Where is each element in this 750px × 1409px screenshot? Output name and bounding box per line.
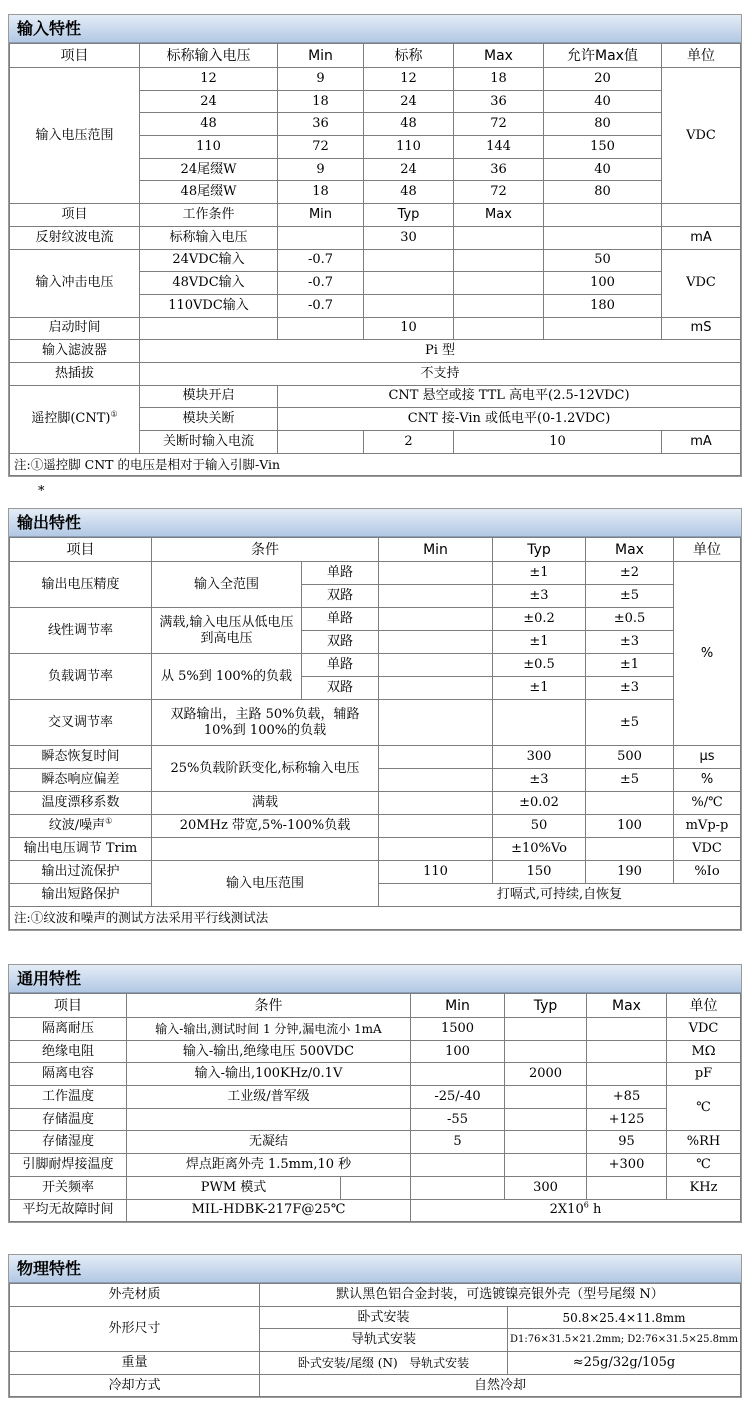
cell: +85	[587, 1086, 667, 1109]
cell	[379, 838, 493, 861]
cell: VDC	[667, 1018, 741, 1041]
cell: 180	[544, 294, 662, 317]
cell	[454, 294, 544, 317]
mtbf-value	[411, 1199, 741, 1222]
voltage-range-label: 输入电压范围	[10, 68, 140, 204]
table-row	[10, 1306, 741, 1329]
cell: ±10%Vo	[493, 838, 586, 861]
cell: ±0.5	[586, 608, 674, 631]
trim-label: 输出电压调节 Trim	[10, 838, 152, 861]
cell: 单路	[302, 562, 379, 585]
cell	[364, 249, 454, 272]
case-label: 外壳材质	[10, 1284, 260, 1307]
cell: ±5	[586, 585, 674, 608]
cell: 24	[140, 90, 278, 113]
cell: VDC	[674, 838, 741, 861]
table-row	[10, 1176, 741, 1199]
cell: 关断时输入电流	[140, 431, 278, 454]
ripple-label: 反射纹波电流	[10, 226, 140, 249]
cell: %Io	[674, 861, 741, 884]
load-reg-label: 负载调节率	[10, 654, 152, 700]
cell	[493, 700, 586, 746]
header-cell: 项目	[10, 204, 140, 227]
cell: ±5	[586, 769, 674, 792]
scp-label: 输出短路保护	[10, 884, 152, 907]
output-table	[9, 537, 741, 930]
cell: mA	[662, 226, 741, 249]
cell: 48VDC输入	[140, 272, 278, 295]
cell	[411, 1176, 505, 1199]
physical-section-title: 物理特性	[9, 1255, 741, 1283]
table-row	[10, 226, 741, 249]
table-row	[10, 249, 741, 272]
cell: 满载,输入电压从低电压到高电压	[152, 608, 302, 654]
cell: D1:76×31.5×21.2mm; D2:76×31.5×25.8mm	[508, 1329, 741, 1352]
cell: 40	[544, 90, 662, 113]
cell	[587, 1040, 667, 1063]
cell: +300	[587, 1154, 667, 1177]
header-cell: 允许Max值	[544, 44, 662, 68]
cell: 18	[278, 90, 364, 113]
footnote-mark: ①	[110, 409, 118, 419]
header-cell: 标称输入电压	[140, 44, 278, 68]
header-cell: 条件	[127, 994, 411, 1018]
cell: ±0.5	[493, 654, 586, 677]
cell: 5	[411, 1131, 505, 1154]
cell: 18	[454, 68, 544, 91]
header-cell: 标称	[364, 44, 454, 68]
header-cell: Typ	[493, 538, 586, 562]
table-row	[10, 1131, 741, 1154]
cell: ±1	[493, 562, 586, 585]
voltage-range-unit: VDC	[662, 68, 741, 204]
cell: 100	[586, 815, 674, 838]
header-cell: Min	[278, 204, 364, 227]
startup-label: 启动时间	[10, 317, 140, 340]
physical-table	[9, 1283, 741, 1397]
cell: +125	[587, 1108, 667, 1131]
cell: 300	[505, 1176, 587, 1199]
table-row	[10, 362, 741, 385]
table-row	[10, 1199, 741, 1222]
cell: 输入全范围	[152, 562, 302, 608]
input-section	[8, 14, 742, 477]
cnt-label-text: 遥控脚(CNT)	[31, 411, 111, 427]
table-row	[10, 1284, 741, 1307]
output-section-title: 输出特性	[9, 509, 741, 537]
table-row	[10, 1040, 741, 1063]
header-cell: Min	[411, 994, 505, 1018]
cell	[379, 815, 493, 838]
humidity-label: 存储湿度	[10, 1131, 127, 1154]
cell: ±1	[493, 677, 586, 700]
cell: ±1	[586, 654, 674, 677]
cell: 110	[364, 136, 454, 159]
cell	[544, 204, 662, 227]
cell: 打嗝式,可持续,自恢复	[379, 884, 741, 907]
physical-section	[8, 1254, 742, 1398]
cell	[587, 1063, 667, 1086]
input-section-title: 输入特性	[9, 15, 741, 43]
cell	[544, 317, 662, 340]
mtbf-label: 平均无故障时间	[10, 1199, 127, 1222]
cell: 默认黑色铝合金封装，可选镀镍亮银外壳（型号尾缀 N）	[260, 1284, 741, 1307]
cell: 从 5%到 100%的负载	[152, 654, 302, 700]
table-row	[10, 453, 741, 476]
deviation-label: 瞬态响应偏差	[10, 769, 152, 792]
cell: ±0.02	[493, 792, 586, 815]
general-section-title: 通用特性	[9, 965, 741, 993]
hotplug-label: 热插拔	[10, 362, 140, 385]
cell: 144	[454, 136, 544, 159]
cell: 25%负载阶跃变化,标称输入电压	[152, 746, 379, 792]
cell: ±2	[586, 562, 674, 585]
cell: -0.7	[278, 249, 364, 272]
cell: 72	[454, 113, 544, 136]
header-cell: 单位	[662, 44, 741, 68]
cell: 95	[587, 1131, 667, 1154]
header-cell: 工作条件	[140, 204, 278, 227]
cell: 48	[364, 113, 454, 136]
cell: 双路	[302, 677, 379, 700]
cell: 110	[379, 861, 493, 884]
cell: ±0.2	[493, 608, 586, 631]
cell: 48	[140, 113, 278, 136]
cell	[411, 1063, 505, 1086]
line-reg-label: 线性调节率	[10, 608, 152, 654]
cell: 50	[544, 249, 662, 272]
input-header2-row	[10, 204, 741, 227]
ripple-noise-text: 纹波/噪声	[48, 818, 106, 833]
cell: μs	[674, 746, 741, 769]
table-row	[10, 1018, 741, 1041]
cell: 双路	[302, 585, 379, 608]
cell: 卧式安装	[260, 1306, 508, 1329]
cell: 输入-输出,绝缘电压 500VDC	[127, 1040, 411, 1063]
table-row	[10, 1154, 741, 1177]
cell: mVp-p	[674, 815, 741, 838]
cell	[505, 1018, 587, 1041]
cell: 输入-输出,测试时间 1 分钟,漏电流小 1mA	[127, 1018, 411, 1041]
table-row	[10, 700, 741, 723]
cell: 满载	[152, 792, 379, 815]
header-cell: 条件	[152, 538, 379, 562]
cell: 18	[278, 181, 364, 204]
weight-label: 重量	[10, 1352, 260, 1375]
footnote-mark: ①	[105, 816, 113, 826]
cell: ±3	[586, 677, 674, 700]
table-row	[10, 1108, 741, 1131]
header-cell: Typ	[505, 994, 587, 1018]
cell	[379, 654, 493, 677]
cell: 110VDC输入	[140, 294, 278, 317]
cell: 2000	[505, 1063, 587, 1086]
cell: 10	[454, 431, 662, 454]
cell	[454, 226, 544, 249]
cell: VDC	[662, 249, 741, 317]
cell	[454, 272, 544, 295]
cell	[127, 1108, 411, 1131]
cell	[364, 294, 454, 317]
table-row	[10, 792, 741, 815]
asterisk-mark: *	[38, 484, 45, 499]
cell: %	[674, 562, 741, 746]
recovery-label: 瞬态恢复时间	[10, 746, 152, 769]
cell: 工业级/普军级	[127, 1086, 411, 1109]
cell: PWM 模式	[127, 1176, 341, 1199]
cell: 150	[493, 861, 586, 884]
cell	[341, 1176, 411, 1199]
output-header-row	[10, 538, 741, 562]
table-row	[10, 1063, 741, 1086]
cell: 50.8×25.4×11.8mm	[508, 1306, 741, 1329]
cell: Pi 型	[140, 340, 741, 363]
cell: ±3	[493, 585, 586, 608]
header-cell: Max	[454, 204, 544, 227]
header-cell: Max	[454, 44, 544, 68]
cell	[454, 317, 544, 340]
mtbf-exponent: 6	[583, 1201, 589, 1211]
table-row	[10, 907, 741, 930]
cell	[278, 226, 364, 249]
table-row	[10, 1374, 741, 1397]
cell: MIL-HDBK-217F@25℃	[127, 1199, 411, 1222]
cell: 模块关断	[140, 408, 278, 431]
cell: CNT 接-Vin 或低电平(0-1.2VDC)	[278, 408, 741, 431]
cell: 无凝结	[127, 1131, 411, 1154]
cell: 36	[278, 113, 364, 136]
cell	[586, 792, 674, 815]
surge-label: 输入冲击电压	[10, 249, 140, 317]
cell: 模块开启	[140, 385, 278, 408]
cell: pF	[667, 1063, 741, 1086]
cell	[505, 1131, 587, 1154]
cell: 2	[364, 431, 454, 454]
table-row	[10, 317, 741, 340]
general-table	[9, 993, 741, 1222]
cell	[505, 1154, 587, 1177]
cell	[505, 1040, 587, 1063]
cell	[411, 1154, 505, 1177]
cell	[505, 1108, 587, 1131]
cell: 标称输入电压	[140, 226, 278, 249]
switching-label: 开关频率	[10, 1176, 127, 1199]
cell	[544, 226, 662, 249]
cell: 36	[454, 90, 544, 113]
cell: -0.7	[278, 294, 364, 317]
cell: ≈25g/32g/105g	[508, 1352, 741, 1375]
cell: 导轨式安装	[260, 1329, 508, 1352]
cell: 80	[544, 181, 662, 204]
cell	[379, 769, 493, 792]
cell	[587, 1018, 667, 1041]
cell	[379, 585, 493, 608]
capacitance-label: 隔离电容	[10, 1063, 127, 1086]
cell: -25/-40	[411, 1086, 505, 1109]
cell: 80	[544, 113, 662, 136]
table-row	[10, 562, 741, 585]
cell: 9	[278, 158, 364, 181]
cell: 卧式安装/尾缀 (N) 导轨式安装	[260, 1352, 508, 1375]
cell	[379, 792, 493, 815]
table-row	[10, 68, 741, 91]
ripple-noise-label	[10, 815, 152, 838]
cell: 输入电压范围	[152, 861, 379, 907]
mtbf-base: 2X10	[549, 1202, 584, 1218]
cell: 100	[544, 272, 662, 295]
ocp-label: 输出过流保护	[10, 861, 152, 884]
table-row	[10, 1086, 741, 1109]
cell: 110	[140, 136, 278, 159]
cell	[379, 700, 493, 746]
cell: 72	[278, 136, 364, 159]
table-row	[10, 608, 741, 631]
header-cell: Min	[379, 538, 493, 562]
cell	[379, 677, 493, 700]
cell: 100	[411, 1040, 505, 1063]
cell: ℃	[667, 1086, 741, 1131]
cell: 10	[364, 317, 454, 340]
cell: 500	[586, 746, 674, 769]
table-row	[10, 654, 741, 677]
input-table	[9, 43, 741, 476]
header-cell: 项目	[10, 994, 127, 1018]
cell: 双路	[302, 631, 379, 654]
header-cell: Typ	[364, 204, 454, 227]
table-row	[10, 815, 741, 838]
header-cell: 项目	[10, 44, 140, 68]
cell: ±3	[586, 631, 674, 654]
cell: KHz	[667, 1176, 741, 1199]
cell	[278, 431, 364, 454]
cell: %/℃	[674, 792, 741, 815]
cell	[587, 1176, 667, 1199]
cell: 不支持	[140, 362, 741, 385]
cell: 48尾缀W	[140, 181, 278, 204]
cell	[140, 317, 278, 340]
cell	[379, 608, 493, 631]
cell	[379, 562, 493, 585]
cell: 50	[493, 815, 586, 838]
cell	[152, 838, 379, 861]
storage-temp-label: 存储温度	[10, 1108, 127, 1131]
cell: %	[674, 769, 741, 792]
cell: MΩ	[667, 1040, 741, 1063]
cell: 36	[454, 158, 544, 181]
cell: ±3	[493, 769, 586, 792]
cell: 20MHz 带宽,5%-100%负载	[152, 815, 379, 838]
output-note: 注:①纹波和噪声的测试方法采用平行线测试法	[10, 907, 741, 930]
cell: 150	[544, 136, 662, 159]
cell	[379, 746, 493, 769]
cell: CNT 悬空或接 TTL 高电平(2.5-12VDC)	[278, 385, 741, 408]
cell	[454, 249, 544, 272]
mtbf-unit: h	[588, 1202, 602, 1218]
cell: 20	[544, 68, 662, 91]
cell: 自然冷却	[260, 1374, 741, 1397]
cell: 300	[493, 746, 586, 769]
cnt-label	[10, 385, 140, 453]
cell: 24尾缀W	[140, 158, 278, 181]
table-row	[10, 838, 741, 861]
header-cell: 项目	[10, 538, 152, 562]
insulation-label: 绝缘电阻	[10, 1040, 127, 1063]
cell: 单路	[302, 654, 379, 677]
header-cell: 单位	[667, 994, 741, 1018]
cell: 190	[586, 861, 674, 884]
cell: ℃	[667, 1154, 741, 1177]
filter-label: 输入滤波器	[10, 340, 140, 363]
table-row	[10, 1352, 741, 1375]
cell: %RH	[667, 1131, 741, 1154]
header-cell: Max	[586, 538, 674, 562]
cell: 9	[278, 68, 364, 91]
dims-label: 外形尺寸	[10, 1306, 260, 1351]
cell: 72	[454, 181, 544, 204]
cell: 24	[364, 158, 454, 181]
cell: 12	[364, 68, 454, 91]
table-row	[10, 385, 741, 408]
cell	[364, 272, 454, 295]
cell: 40	[544, 158, 662, 181]
header-cell: 单位	[674, 538, 741, 562]
table-row	[10, 746, 741, 769]
cell: 单路	[302, 608, 379, 631]
accuracy-label: 输出电压精度	[10, 562, 152, 608]
output-section	[8, 508, 742, 931]
input-note: 注:①遥控脚 CNT 的电压是相对于输入引脚-Vin	[10, 453, 741, 476]
cell: 输入-输出,100KHz/0.1V	[127, 1063, 411, 1086]
cell: 双路输出，主路 50%负载，辅路 10%到 100%的负载	[152, 700, 379, 746]
cell: -0.7	[278, 272, 364, 295]
cell	[505, 1086, 587, 1109]
cell	[586, 838, 674, 861]
cell: ±1	[493, 631, 586, 654]
table-row	[10, 340, 741, 363]
general-section	[8, 964, 742, 1223]
cell	[278, 317, 364, 340]
header-cell: Min	[278, 44, 364, 68]
cell: 12	[140, 68, 278, 91]
cooling-label: 冷却方式	[10, 1374, 260, 1397]
cell: 24VDC输入	[140, 249, 278, 272]
cell: 48	[364, 181, 454, 204]
input-header-row	[10, 44, 741, 68]
cell: 1500	[411, 1018, 505, 1041]
cell: ±5	[586, 700, 674, 746]
cell: 30	[364, 226, 454, 249]
op-temp-label: 工作温度	[10, 1086, 127, 1109]
cell: 焊点距离外壳 1.5mm,10 秒	[127, 1154, 411, 1177]
general-header-row	[10, 994, 741, 1018]
cell: 24	[364, 90, 454, 113]
isolation-voltage-label: 隔离耐压	[10, 1018, 127, 1041]
cell	[379, 631, 493, 654]
temp-coef-label: 温度漂移系数	[10, 792, 152, 815]
cross-reg-label: 交叉调节率	[10, 700, 152, 746]
table-row	[10, 861, 741, 884]
cell: mS	[662, 317, 741, 340]
cell: mA	[662, 431, 741, 454]
cell	[662, 204, 741, 227]
cell: -55	[411, 1108, 505, 1131]
solder-label: 引脚耐焊接温度	[10, 1154, 127, 1177]
header-cell: Max	[587, 994, 667, 1018]
